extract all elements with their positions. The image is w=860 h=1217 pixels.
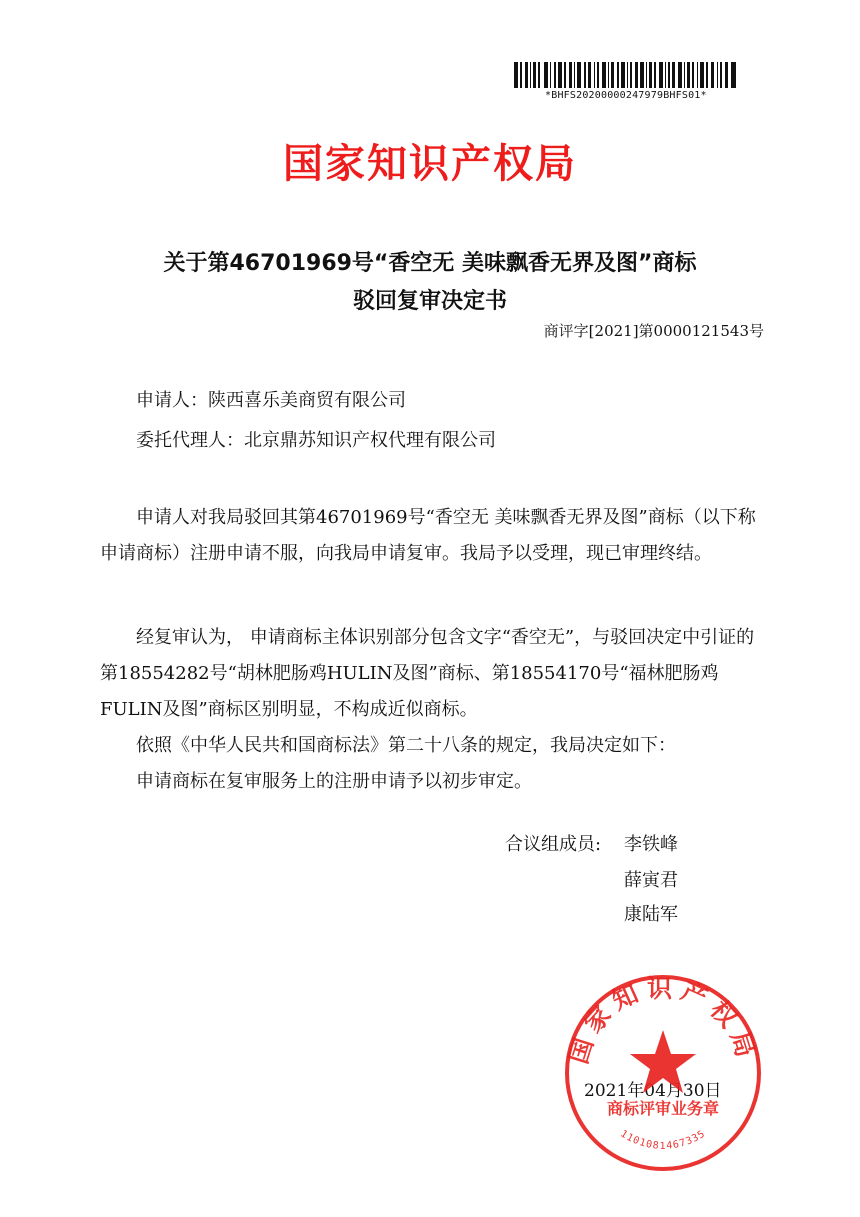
star-icon bbox=[630, 1030, 696, 1093]
barcode bbox=[514, 62, 736, 88]
seal-inner-text: 商标评审业务章 bbox=[606, 1099, 720, 1118]
seal-outer-text: 国家知识产权局 bbox=[563, 973, 763, 1068]
paragraph-decision: 申请商标在复审服务上的注册申请予以初步审定。 bbox=[136, 771, 532, 792]
document-title-line2: 驳回复审决定书 bbox=[352, 289, 507, 314]
agent-line: 委托代理人：北京鼎苏知识产权代理有限公司 bbox=[136, 430, 496, 451]
panel-member: 康陆军 bbox=[624, 904, 678, 925]
paragraph-reasoning: 经复审认为， 申请商标主体识别部分包含文字“香空无”，与驳回决定中引证的第18554282号“胡林肥肠鸡HULIN及图”商标、第18554170号“福林肥肠鸡FULIN及图”商标区别明显，不构成近似商标。 bbox=[100, 627, 755, 720]
decision-date: 2021年04月30日 bbox=[584, 1081, 722, 1101]
panel-member: 李铁峰 bbox=[624, 834, 678, 855]
document-title-line1: 关于第46701969号“香空无 美味飘香无界及图”商标 bbox=[163, 251, 697, 276]
applicant-line: 申请人：陕西喜乐美商贸有限公司 bbox=[136, 390, 406, 411]
svg-text:1101081467335 bbox=[618, 1128, 707, 1151]
panel-label: 合议组成员: bbox=[505, 834, 602, 855]
seal-number: 1101081467335 bbox=[618, 1128, 708, 1152]
reference-number: 商评字[2021]第0000121543号 bbox=[543, 322, 764, 340]
official-seal bbox=[562, 972, 764, 1174]
paragraph-background: 申请人对我局驳回其第46701969号“香空无 美味飘香无界及图”商标（以下称申请商标）注册申请不服，向我局申请复审。我局予以受理，现已审理终结。 bbox=[100, 507, 756, 564]
barcode-number: *BHFS20200000247979BHFS01* bbox=[545, 90, 707, 101]
panel-member: 薛寅君 bbox=[624, 870, 678, 891]
paragraph-legal-basis: 依照《中华人民共和国商标法》第二十八条的规定，我局决定如下： bbox=[136, 735, 676, 756]
agency-header: 国家知识产权局 bbox=[283, 141, 577, 187]
